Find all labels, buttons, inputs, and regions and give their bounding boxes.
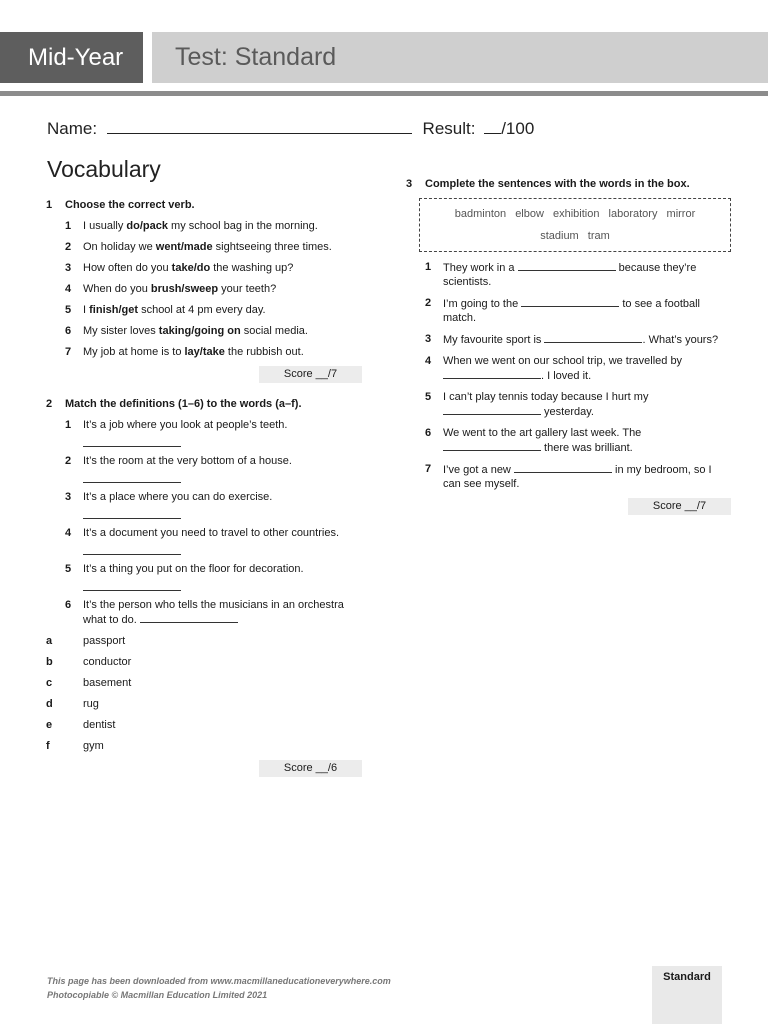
item-number: 6 bbox=[425, 427, 432, 439]
q1-item bbox=[65, 261, 362, 275]
left-column bbox=[46, 198, 362, 777]
result-total: /100 bbox=[501, 119, 535, 138]
word-text: conductor bbox=[83, 656, 132, 668]
answer-blank[interactable] bbox=[83, 436, 181, 447]
match-word bbox=[46, 739, 362, 753]
result-label: Result: bbox=[422, 119, 476, 138]
answer-blank[interactable] bbox=[83, 508, 181, 519]
word-letter: e bbox=[46, 719, 53, 731]
definition-item bbox=[65, 562, 362, 591]
item-text-after: the washing up? bbox=[210, 262, 294, 274]
definition-sentence: It’s the room at the very bottom of a house. bbox=[83, 455, 292, 467]
item-text bbox=[443, 332, 731, 347]
item-text bbox=[443, 426, 731, 455]
item-text-before: I can’t play tennis today because I hurt my bbox=[443, 391, 649, 403]
item-number: 5 bbox=[65, 563, 72, 575]
verb-choice[interactable]: taking/going on bbox=[158, 325, 241, 337]
item-text-after: my school bag in the morning. bbox=[168, 220, 318, 232]
box-word: stadium bbox=[540, 230, 579, 242]
q3-item bbox=[425, 296, 731, 325]
item-text-after: in my bedroom, so I can see myself. bbox=[443, 464, 712, 490]
box-word: mirror bbox=[666, 208, 696, 220]
box-word: exhibition bbox=[553, 208, 600, 220]
word-letter: d bbox=[46, 698, 53, 710]
item-text-before: I’ve got a new bbox=[443, 464, 514, 476]
footer-note bbox=[47, 974, 391, 1002]
definition-sentence: It’s a place where you can do exercise. bbox=[83, 491, 273, 503]
item-text bbox=[83, 303, 362, 317]
word-text: gym bbox=[83, 740, 104, 752]
item-text bbox=[443, 260, 731, 289]
item-number: 1 bbox=[65, 220, 72, 232]
item-number: 2 bbox=[65, 455, 72, 467]
item-number: 3 bbox=[425, 333, 432, 345]
definition-text bbox=[83, 418, 362, 447]
definition-item bbox=[65, 490, 362, 519]
item-text bbox=[83, 261, 362, 275]
item-text bbox=[83, 345, 362, 359]
q3-item bbox=[425, 462, 731, 491]
item-number: 3 bbox=[65, 491, 72, 503]
word-text: basement bbox=[83, 677, 132, 689]
question-2-header bbox=[46, 397, 362, 411]
header-divider bbox=[0, 91, 768, 96]
word-letter: b bbox=[46, 656, 53, 668]
item-text bbox=[83, 324, 362, 338]
item-text-before: I’m going to the bbox=[443, 298, 522, 310]
word-letter: c bbox=[46, 677, 53, 689]
question-instruction: Complete the sentences with the words in the box. bbox=[425, 178, 690, 190]
match-word bbox=[46, 697, 362, 711]
definition-item bbox=[65, 598, 362, 627]
item-number: 6 bbox=[65, 325, 72, 337]
q1-item bbox=[65, 303, 362, 317]
q3-item bbox=[425, 332, 731, 347]
q3-item bbox=[425, 260, 731, 289]
result-field[interactable] bbox=[484, 120, 501, 134]
q1-item bbox=[65, 219, 362, 233]
item-text-after: your teeth? bbox=[218, 283, 277, 295]
answer-blank[interactable] bbox=[83, 472, 181, 483]
word-text: passport bbox=[83, 635, 126, 647]
section-title: Vocabulary bbox=[47, 156, 161, 182]
name-label: Name: bbox=[47, 119, 98, 138]
q3-item bbox=[425, 426, 731, 455]
item-text-before: When do you bbox=[83, 283, 151, 295]
item-number: 2 bbox=[425, 297, 432, 309]
match-word bbox=[46, 655, 362, 669]
item-text-before: My job at home is to bbox=[83, 346, 185, 358]
name-field[interactable] bbox=[107, 120, 412, 134]
item-text-before: They work in a bbox=[443, 262, 518, 274]
item-text-after: sightseeing three times. bbox=[212, 241, 332, 253]
item-text-after: . What’s yours? bbox=[642, 334, 719, 346]
verb-choice[interactable]: went/made bbox=[155, 241, 213, 253]
item-text-before: On holiday we bbox=[83, 241, 156, 253]
answer-blank[interactable] bbox=[83, 580, 181, 591]
definition-text bbox=[83, 526, 362, 555]
item-number: 7 bbox=[65, 346, 72, 358]
q1-item bbox=[65, 345, 362, 359]
answer-blank[interactable] bbox=[443, 440, 541, 451]
test-title-label: Mid-Year bbox=[28, 43, 124, 71]
item-text-before: When we went on our school trip, we travelled by bbox=[443, 355, 683, 367]
item-text-after: . I loved it. bbox=[541, 370, 592, 382]
item-number: 3 bbox=[65, 262, 72, 274]
item-number: 2 bbox=[65, 241, 72, 253]
item-number: 4 bbox=[65, 283, 72, 295]
q1-item bbox=[65, 324, 362, 338]
verb-choice[interactable]: do/pack bbox=[126, 220, 168, 232]
item-number: 5 bbox=[65, 304, 72, 316]
definition-sentence: It’s a job where you look at people’s teeth. bbox=[83, 419, 288, 431]
verb-choice[interactable]: take/do bbox=[171, 262, 211, 274]
match-word bbox=[46, 718, 362, 732]
definition-text bbox=[83, 562, 362, 591]
item-text-before: I bbox=[83, 304, 90, 316]
answer-blank[interactable] bbox=[443, 368, 541, 379]
item-text-before: My sister loves bbox=[83, 325, 159, 337]
score-box: Score __/7 bbox=[628, 498, 731, 515]
q1-item bbox=[65, 240, 362, 254]
item-number: 7 bbox=[425, 463, 432, 475]
definition-text bbox=[83, 490, 362, 519]
definition-text bbox=[83, 454, 362, 483]
item-text bbox=[83, 219, 362, 233]
box-word: tram bbox=[587, 230, 610, 242]
box-word: elbow bbox=[515, 208, 544, 220]
item-text-after: because they’re scientists. bbox=[443, 262, 697, 288]
answer-blank[interactable] bbox=[443, 404, 541, 415]
item-text bbox=[83, 282, 362, 296]
item-number: 4 bbox=[425, 355, 432, 367]
match-word bbox=[46, 634, 362, 648]
item-text bbox=[443, 296, 731, 325]
word-box bbox=[419, 198, 731, 252]
item-text bbox=[443, 462, 731, 491]
verb-choice[interactable]: lay/take bbox=[184, 346, 225, 358]
definition-sentence: It’s the person who tells the musicians in an orchestra what to do. bbox=[83, 599, 344, 626]
item-text bbox=[83, 240, 362, 254]
item-number: 1 bbox=[425, 261, 432, 273]
right-column bbox=[406, 177, 731, 515]
verb-choice[interactable]: brush/sweep bbox=[150, 283, 219, 295]
word-letter: a bbox=[46, 635, 53, 647]
item-number: 1 bbox=[65, 419, 72, 431]
answer-blank[interactable] bbox=[521, 296, 619, 307]
name-result-line bbox=[47, 119, 534, 139]
item-text-after: the rubbish out. bbox=[224, 346, 304, 358]
question-number: 2 bbox=[46, 398, 53, 410]
definition-item bbox=[65, 454, 362, 483]
item-text-after: yesterday. bbox=[541, 406, 594, 418]
question-instruction: Match the definitions (1–6) to the words (a–f). bbox=[65, 398, 302, 410]
item-text-before: How often do you bbox=[83, 262, 172, 274]
level-tab: Standard bbox=[652, 966, 722, 1024]
definition-sentence: It’s a document you need to travel to other countries. bbox=[83, 527, 340, 539]
definition-item bbox=[65, 418, 362, 447]
word-text: dentist bbox=[83, 719, 116, 731]
q3-item bbox=[425, 354, 731, 383]
item-text-before: We went to the art gallery last week. The bbox=[443, 427, 642, 439]
answer-blank[interactable] bbox=[83, 544, 181, 555]
answer-blank[interactable] bbox=[514, 462, 612, 473]
test-subtitle-label: Test: Standard bbox=[175, 43, 337, 71]
question-number: 3 bbox=[406, 178, 413, 190]
definition-text bbox=[83, 598, 362, 627]
item-text-after: social media. bbox=[240, 325, 308, 337]
verb-choice[interactable]: finish/get bbox=[89, 304, 139, 316]
match-word bbox=[46, 676, 362, 690]
answer-blank[interactable] bbox=[544, 332, 642, 343]
question-number: 1 bbox=[46, 199, 53, 211]
item-number: 4 bbox=[65, 527, 72, 539]
item-number: 6 bbox=[65, 599, 72, 611]
definition-item bbox=[65, 526, 362, 555]
copyright-notice: Photocopiable © Macmillan Education Limited 2021 bbox=[47, 990, 268, 1000]
question-instruction: Choose the correct verb. bbox=[65, 199, 195, 211]
item-text-before: I usually bbox=[83, 220, 127, 232]
definition-sentence: It’s a thing you put on the floor for decoration. bbox=[83, 563, 304, 575]
question-1-header bbox=[46, 198, 362, 212]
question-1 bbox=[46, 198, 362, 383]
answer-blank[interactable] bbox=[518, 260, 616, 271]
item-text-after: to see a football match. bbox=[443, 298, 701, 324]
item-text bbox=[443, 354, 731, 383]
q1-item bbox=[65, 282, 362, 296]
q3-item bbox=[425, 390, 731, 419]
item-text-after: school at 4 pm every day. bbox=[138, 304, 266, 316]
answer-blank[interactable] bbox=[140, 612, 238, 623]
question-3 bbox=[406, 177, 731, 515]
word-text: rug bbox=[83, 698, 99, 710]
box-word: badminton bbox=[454, 208, 507, 220]
item-text-before: My favourite sport is bbox=[443, 334, 545, 346]
question-3-header bbox=[406, 177, 731, 191]
download-notice: This page has been downloaded from www.macmillaneducationeverywhere.com bbox=[47, 976, 391, 986]
test-title-banner bbox=[0, 32, 143, 83]
test-subtitle-banner bbox=[152, 32, 768, 83]
question-2 bbox=[46, 397, 362, 777]
score-box: Score __/7 bbox=[259, 366, 362, 383]
box-word: laboratory bbox=[608, 208, 658, 220]
score-box: Score __/6 bbox=[259, 760, 362, 777]
word-letter: f bbox=[46, 740, 50, 752]
item-text-after: there was brilliant. bbox=[541, 442, 633, 454]
item-number: 5 bbox=[425, 391, 432, 403]
item-text bbox=[443, 390, 731, 419]
